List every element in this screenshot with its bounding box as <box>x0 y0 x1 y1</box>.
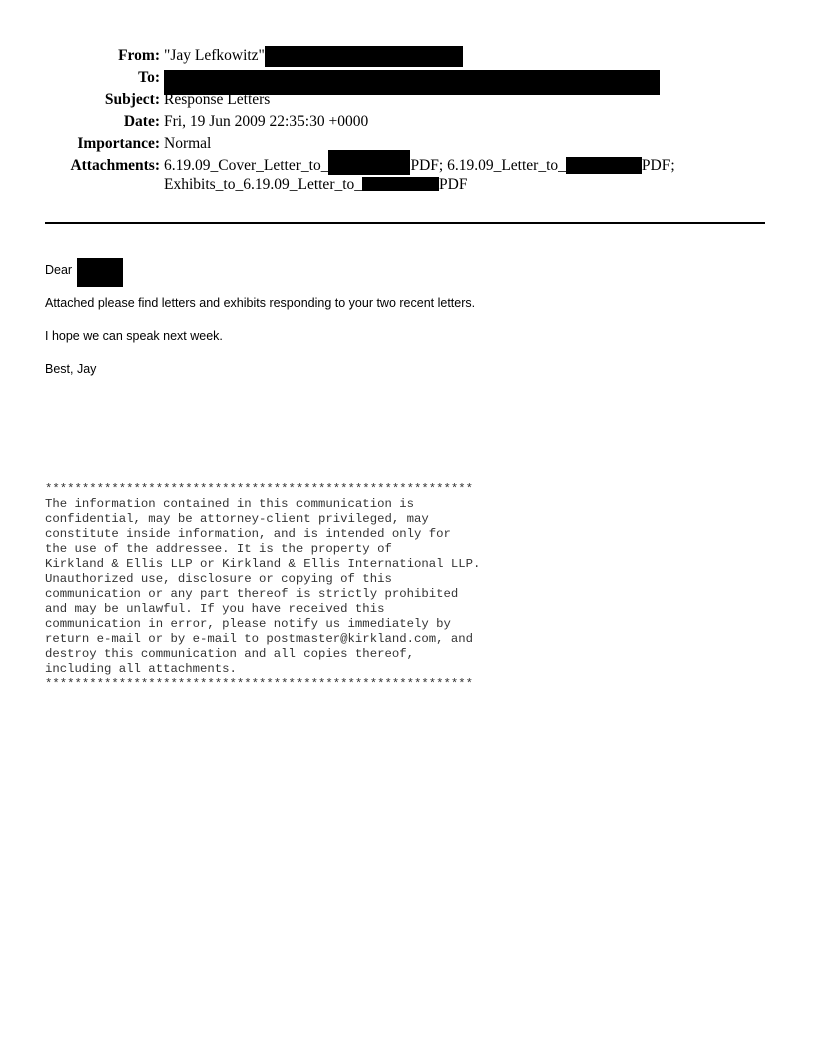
redaction-block <box>566 157 642 174</box>
sender-name: "Jay Lefkowitz" <box>164 47 265 64</box>
subject-label: Subject: <box>104 91 160 108</box>
importance-label: Importance: <box>77 135 160 152</box>
attachment-link[interactable]: 6.19.09_Letter_to_ <box>447 157 566 174</box>
header-divider <box>45 222 765 224</box>
subject-value: Response Letters <box>164 91 271 108</box>
attachments-line-2 <box>164 176 467 194</box>
greeting-line <box>45 258 123 287</box>
redaction-block <box>328 150 410 175</box>
greeting: Dear <box>45 263 73 277</box>
attachments-row-continued <box>0 176 816 198</box>
redaction-block <box>77 258 123 287</box>
attachment-link[interactable]: 6.19.09_Cover_Letter_to_ <box>164 157 329 174</box>
confidentiality-notice: ********************************************************** The information contained in this communication is confidential, may be attorney-client privileged, may constitute inside information, and is intended only for the use of the addressee. It is the property of Kirkland & Ellis LLP or Kirkland & Ellis International LLP. Unauthorized use, disclosure or copying of this communication or any part thereof is strictly prohibited and may be unlawful. If you have received this communication in error, please notify us immediately by return e-mail or by e-mail to postmaster@kirkland.com, and destroy this communication and all copies thereof, including all attachments. ********************************************************** <box>45 482 481 691</box>
attachments-row <box>0 157 816 176</box>
message-line-1: Attached please find letters and exhibits responding to your two recent letters. <box>45 296 476 310</box>
date-value: Fri, 19 Jun 2009 22:35:30 +0000 <box>164 113 369 130</box>
message-line-2: I hope we can speak next week. <box>45 329 223 343</box>
email-header <box>0 47 816 198</box>
attachment-separator: PDF; <box>410 157 448 174</box>
importance-value: Normal <box>164 135 212 152</box>
attachments-label: Attachments: <box>70 157 160 174</box>
date-label: Date: <box>123 113 160 130</box>
from-label: From: <box>118 47 160 64</box>
redaction-block <box>265 46 463 67</box>
redaction-block <box>362 177 439 191</box>
from-row <box>0 47 816 69</box>
attachments-line-1 <box>164 157 675 175</box>
attachment-separator: PDF; <box>641 157 675 174</box>
signoff: Best, Jay <box>45 362 97 376</box>
subject-row <box>0 91 816 113</box>
attachment-link[interactable]: Exhibits_to_6.19.09_Letter_to_ <box>164 176 363 193</box>
to-row <box>0 69 816 91</box>
attachment-separator: PDF <box>439 176 468 193</box>
to-label: To: <box>138 69 160 86</box>
from-value <box>164 47 463 67</box>
date-row <box>0 113 816 135</box>
